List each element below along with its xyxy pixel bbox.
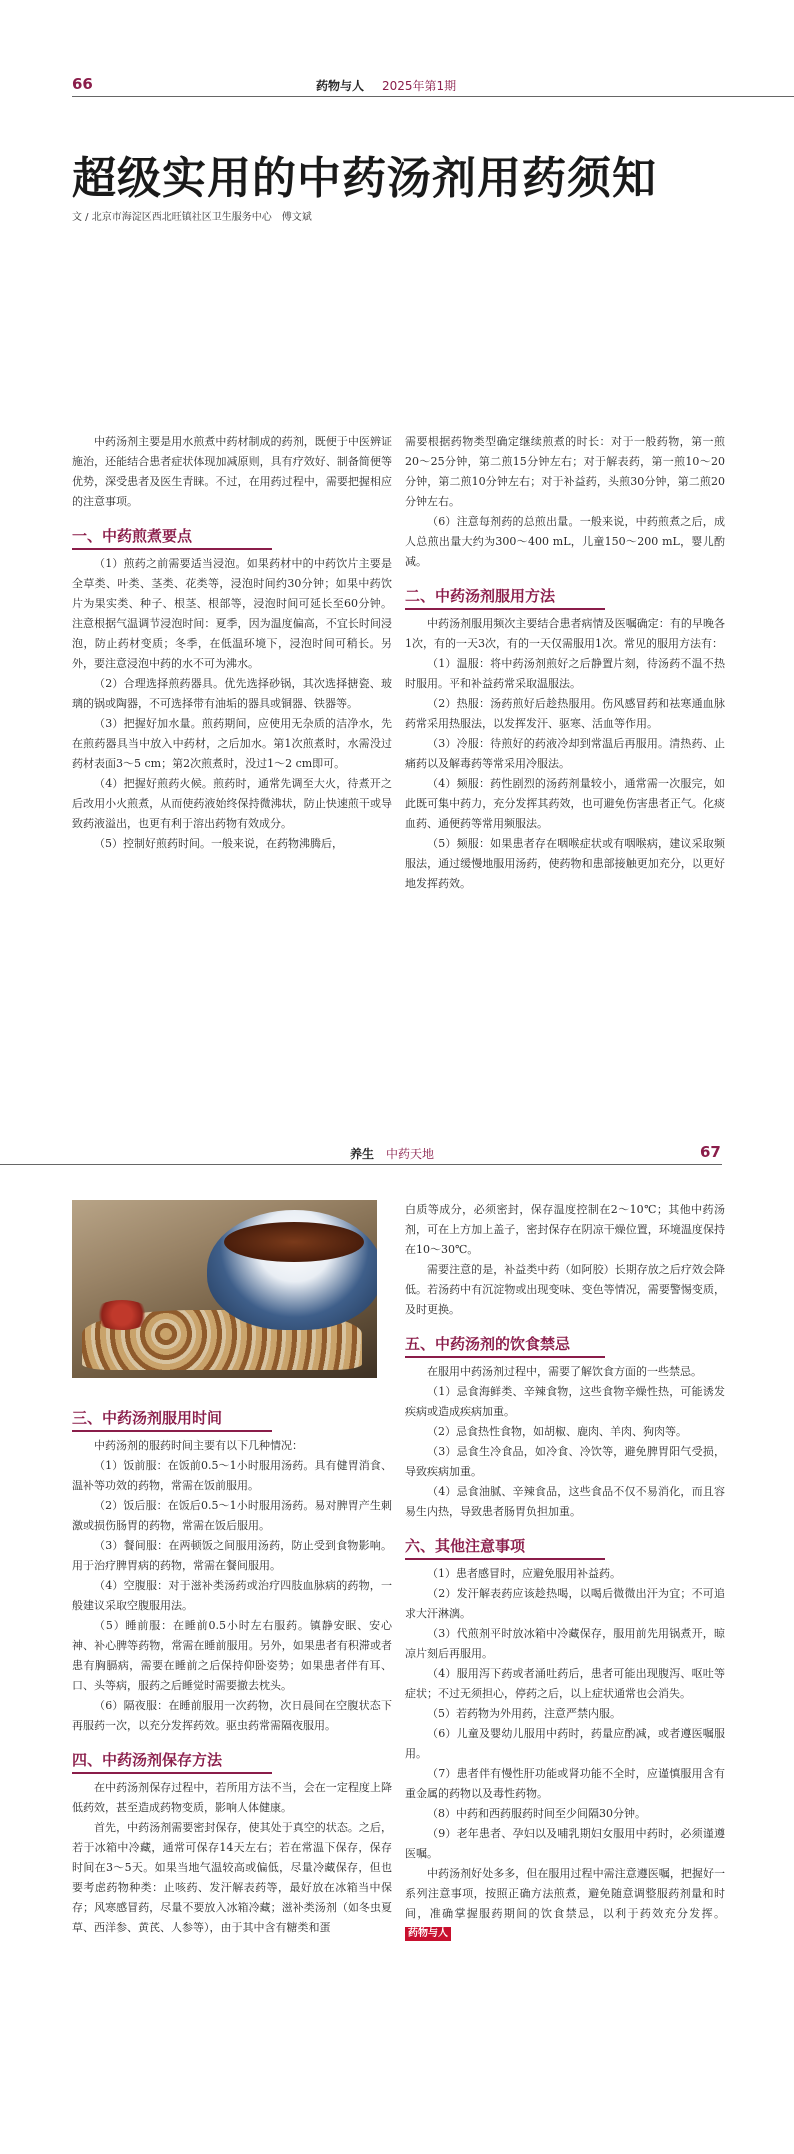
section-3-bar: [72, 1430, 272, 1432]
section-1-heading: 一、中药煎煮要点: [72, 527, 193, 545]
page-66-header: [0, 72, 794, 96]
paragraph-continued: 白质等成分，必须密封，保存温度控制在2～10℃；其他中药汤剂，可在上方加上盖子，密封保存在阴凉干燥位置，环境温度保持在10～30℃。: [405, 1203, 725, 1256]
intro-paragraph: 中药汤剂主要是用水煎煮中药材制成的药剂，既便于中医辨证施治，还能结合患者症状体现加减原则，具有疗效好、制备简便等优势，深受患者及医生青睐。不过，在用药过程中，需要把握相应的注意事项。: [72, 435, 392, 508]
section-1-bar: [72, 548, 272, 550]
page66-col-right: [405, 432, 725, 894]
goji-berries: [92, 1300, 152, 1330]
paragraph: （2）热服：汤药煎好后趁热服用。伤风感冒药和祛寒通血脉药常采用热服法，以发挥发汗、驱寒、活血等作用。: [405, 697, 725, 730]
paragraph: 在服用中药汤剂过程中，需要了解饮食方面的一些禁忌。: [427, 1365, 702, 1378]
article-title: 超级实用的中药汤剂用药须知: [72, 153, 657, 204]
herbal-tea-photo: [72, 1200, 377, 1378]
header-rule: [72, 96, 794, 97]
paragraph: （4）把握好煎药火候。煎药时，通常先调至大火，待煮开之后改用小火煎煮，从而使药液始终保持微沸状，防止快速煎干或导致药液溢出，也更有利于溶出药物有效成分。: [72, 777, 392, 830]
herbal-decoction: [224, 1222, 364, 1262]
section-6-bar: [405, 1558, 605, 1560]
page67-col-left: [72, 1408, 392, 1938]
paragraph: （2）饭后服：在饭后0.5～1小时服用汤药。易对脾胃产生刺激或损伤肠胃的药物，常需在饭后服用。: [72, 1499, 392, 1532]
paragraph: （4）空腹服：对于滋补类汤药或治疗四肢血脉病的药物，一般建议采取空腹服用法。: [72, 1579, 392, 1612]
section-label: 养生: [350, 1147, 375, 1161]
paragraph: （1）温服：将中药汤剂煎好之后静置片刻，待汤药不温不热时服用。平和补益药常采取温服法。: [405, 657, 725, 690]
paragraph: （7）患者伴有慢性肝功能或肾功能不全时，应谨慎服用含有重金属的药物以及毒性药物。: [405, 1767, 725, 1800]
paragraph: （3）把握好加水量。煎药期间，应使用无杂质的洁净水，先在煎药器具当中放入中药材，之后加水。第1次煎煮时，水需没过药材表面3～5 cm；第2次煎煮时，没过1～2 cm即可。: [72, 717, 392, 770]
paragraph: （8）中药和西药服药时间至少间隔30分钟。: [427, 1807, 646, 1820]
section-5-bar: [405, 1356, 605, 1358]
paragraph: （9）老年患者、孕妇以及哺乳期妇女服用中药时，必须谨遵医嘱。: [405, 1827, 725, 1860]
paragraph: （6）隔夜服：在睡前服用一次药物，次日晨间在空腹状态下再服药一次，以充分发挥药效。驱虫药常需隔夜服用。: [72, 1699, 392, 1732]
paragraph-continued: 需要根据药物类型确定继续煎煮的时长：对于一般药物，第一煎20～25分钟，第二煎15分钟左右；对于解表药，第一煎10～20分钟，第二煎10分钟左右；对于补益药，头煎30分钟，第二煎20分钟左右。: [405, 435, 725, 508]
paragraph: 中药汤剂服用频次主要结合患者病情及医嘱确定：有的早晚各1次，有的一天3次，有的一天仅需服用1次。常见的服用方法有：: [405, 617, 725, 650]
page-number-left: 66: [72, 75, 93, 93]
page67-col-right: [405, 1200, 725, 1944]
paragraph: （2）忌食热性食物，如胡椒、鹿肉、羊肉、狗肉等。: [427, 1425, 687, 1438]
header-rule: [0, 1164, 722, 1165]
page-number-right: 67: [700, 1143, 721, 1161]
paragraph: （6）儿童及婴幼儿服用中药时，药量应酌减，或者遵医嘱服用。: [405, 1727, 725, 1760]
paragraph: （4）忌食油腻、辛辣食品，这些食品不仅不易消化，而且容易生内热，导致患者肠胃负担加重。: [405, 1485, 725, 1518]
section-4-bar: [72, 1772, 272, 1774]
paragraph: （3）代煎剂平时放冰箱中冷藏保存，服用前先用锅煮开，晾凉片刻后再服用。: [405, 1627, 725, 1660]
paragraph: （2）发汗解表药应该趁热喝，以喝后微微出汗为宜；不可追求大汗淋漓。: [405, 1587, 725, 1620]
paragraph: （3）忌食生冷食品，如冷食、冷饮等，避免脾胃阳气受损，导致疾病加重。: [405, 1445, 725, 1478]
closing-paragraph: [405, 1864, 725, 1944]
paragraph: （6）注意每剂药的总煎出量。一般来说，中药煎煮之后，成人总煎出量大约为300～400 mL，儿童150～200 mL，婴儿酌减。: [405, 515, 725, 568]
paragraph: （1）忌食海鲜类、辛辣食物，这些食物辛燥性热，可能诱发疾病或造成疾病加重。: [405, 1385, 725, 1418]
page66-col-left: [72, 432, 392, 854]
section-5-heading: 五、中药汤剂的饮食禁忌: [405, 1335, 571, 1353]
paragraph: （4）服用泻下药或者涌吐药后，患者可能出现腹泻、呕吐等症状；不过无须担心，停药之后，以上症状通常也会消失。: [405, 1667, 725, 1700]
paragraph: （3）冷服：待煎好的药液冷却到常温后再服用。清热药、止痛药以及解毒药等常采用冷服法。: [405, 737, 725, 770]
paragraph: 在中药汤剂保存过程中，若所用方法不当，会在一定程度上降低药效，甚至造成药物变质，影响人体健康。: [72, 1781, 392, 1814]
paragraph: （4）频服：药性剧烈的汤药剂量较小，通常需一次服完，如此既可集中药力，充分发挥其药效，也可避免伤害患者正气。化痰血药、通便药等常用频服法。: [405, 777, 725, 830]
paragraph: 需要注意的是，补益类中药（如阿胶）长期存放之后疗效会降低。若汤药中有沉淀物或出现变味、变色等情况，需要警惕变质，及时更换。: [405, 1263, 725, 1316]
section-2-heading: 二、中药汤剂服用方法: [405, 587, 556, 605]
issue-label: 2025年第1期: [382, 79, 457, 93]
section-6-heading: 六、其他注意事项: [405, 1537, 526, 1555]
column-label: 中药天地: [386, 1147, 435, 1161]
paragraph: 首先，中药汤剂需要密封保存，使其处于真空的状态。之后，若于冰箱中冷藏，通常可保存14天左右；若在常温下保存，保存时间在3～5天。如果当地气温较高或偏低，尽量冷藏保存，但也要考虑药物种类：止咳药、发汗解表药等，最好放在冰箱当中保存；风寒感冒药，尽量不要放入冰箱冷藏；滋补类汤剂（如冬虫夏草、西洋参、黄芪、人参等），由于其中含有糖类和蛋: [72, 1821, 392, 1934]
paragraph: 中药汤剂的服药时间主要有以下几种情况：: [94, 1439, 303, 1452]
paragraph: （1）患者感冒时，应避免服用补益药。: [427, 1567, 621, 1580]
page-67-header: [0, 1140, 794, 1164]
paragraph: （1）饭前服：在饭前0.5～1小时服用汤药。具有健胃消食、温补等功效的药物，常需在饭前服用。: [72, 1459, 392, 1492]
section-2-bar: [405, 608, 605, 610]
paragraph: （2）合理选择煎药器具。优先选择砂锅，其次选择搪瓷、玻璃的锅或陶器，不可选择带有油垢的器具或铜器、铁器等。: [72, 677, 392, 710]
section-3-heading: 三、中药汤剂服用时间: [72, 1409, 223, 1427]
section-4-heading: 四、中药汤剂保存方法: [72, 1751, 223, 1769]
paragraph: （5）若药物为外用药，注意严禁内服。: [427, 1707, 621, 1720]
end-logo: 药物与人: [405, 1927, 451, 1941]
paragraph: （3）餐间服：在两顿饭之间服用汤药，防止受到食物影响。用于治疗脾胃病的药物，常需在餐间服用。: [72, 1539, 392, 1572]
magazine-name: 药物与人: [316, 79, 365, 93]
paragraph: （1）煎药之前需要适当浸泡。如果药材中的中药饮片主要是全草类、叶类、茎类、花类等，浸泡时间约30分钟；如果中药饮片为果实类、种子、根茎、根部等，浸泡时间可延长至60分钟。注意根据气温调节浸泡时间：夏季，因为温度偏高，不宜长时间浸泡，防止药材变质；冬季，在低温环境下，浸泡时间可稍长。另外，要注意浸泡中药的水不可为沸水。: [72, 557, 392, 670]
author-byline: 文 / 北京市海淀区西北旺镇社区卫生服务中心 傅文斌: [72, 212, 312, 223]
closing-text: 中药汤剂好处多多，但在服用过程中需注意遵医嘱，把握好一系列注意事项，按照正确方法煎煮，避免随意调整服药剂量和时间，准确掌握服药期间的饮食禁忌，以利于药效充分发挥。: [405, 1867, 725, 1920]
paragraph: （5）睡前服：在睡前0.5小时左右服药。镇静安眠、安心神、补心脾等药物，常需在睡前服用。另外，如果患者有积滞或者患有胸膈病，需要在睡前之后保持仰卧姿势；如果患者伴有耳、口、头等病，服药之后睡觉时需要撤去枕头。: [72, 1619, 392, 1692]
paragraph: （5）控制好煎药时间。一般来说，在药物沸腾后，: [94, 837, 343, 850]
paragraph: （5）频服：如果患者存在咽喉症状或有咽喉病，建议采取频服法，通过缓慢地服用汤药，使药物和患部接触更加充分，以更好地发挥药效。: [405, 837, 725, 890]
